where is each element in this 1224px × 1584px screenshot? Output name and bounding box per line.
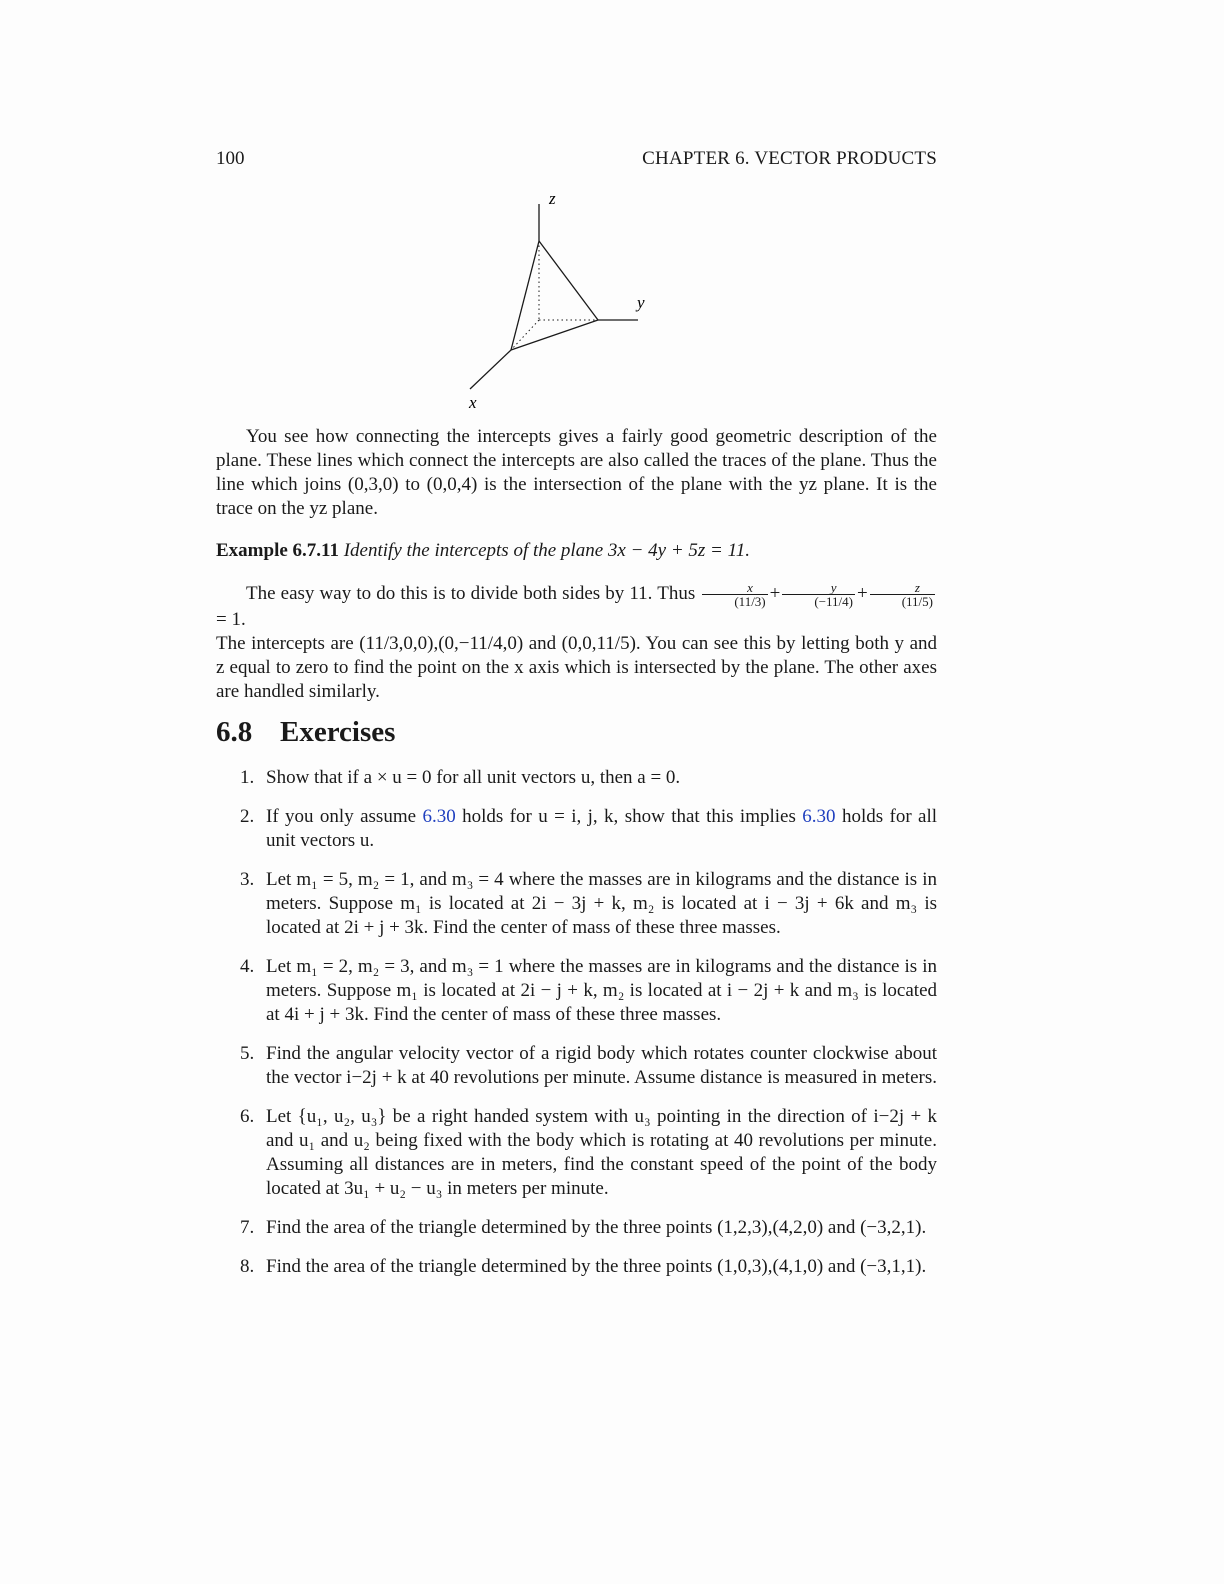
x-axis-label: x — [469, 393, 477, 412]
exercise-text-post: holds for all unit vectors u. — [266, 806, 938, 851]
solution-paragraph — [216, 581, 937, 704]
exercise-item — [240, 868, 937, 940]
fraction-y — [782, 581, 855, 608]
exercise-text: Find the angular velocity vector of a rigid body which rotates counter clockwise about the vector i−2j + k at 40 revolutions per minute. Assume distance is measured in meters. — [266, 1043, 937, 1088]
exercise-text: Let m₁ = 2, m₂ = 3, and m₃ = 1 where the masses are in kilograms and the distance is in meters. Suppose m₁ is located at 2i − j + k, m₂ is located at i − 2j + k and m₃ is located at 4i + j + 3k. Find the center of mass of these three masses. — [266, 956, 937, 1025]
exercise-item — [240, 1105, 937, 1201]
exercise-number: 3. — [240, 869, 255, 890]
equation-end: = 1. — [216, 609, 246, 630]
exercise-number: 2. — [240, 806, 255, 827]
exercise-item — [240, 766, 937, 790]
plane-intercepts-figure — [460, 190, 670, 418]
exercise-text: Let m₁ = 5, m₂ = 1, and m₃ = 4 where the masses are in kilograms and the distance is in meters. Suppose m₁ is located at 2i − 3j + k, m₂ is located at i − 3j + 6k and m₃ is located at 2i + j + 3k. Find the center of mass of these three masses. — [266, 869, 937, 938]
fraction-z — [870, 581, 935, 608]
exercise-item — [240, 1255, 937, 1279]
fraction-x-den: (11/3) — [702, 594, 767, 608]
section-heading — [216, 716, 395, 749]
exercise-number: 5. — [240, 1043, 255, 1064]
exercise-item — [240, 805, 937, 853]
x-axis — [470, 350, 511, 389]
exercise-item — [240, 1042, 937, 1090]
trace-yz — [539, 241, 598, 320]
exercise-text: Find the area of the triangle determined by the three points (1,2,3),(4,2,0) and (−3,2,1). — [266, 1217, 927, 1238]
chapter-title: CHAPTER 6. VECTOR PRODUCTS — [642, 148, 937, 169]
fraction-y-den: (−11/4) — [782, 594, 855, 608]
exercise-list — [240, 766, 937, 1294]
exercise-item — [240, 955, 937, 1027]
exercise-number: 7. — [240, 1217, 255, 1238]
equation-ref-link[interactable]: 6.30 — [422, 806, 456, 827]
section-number: 6.8 — [216, 716, 253, 748]
fraction-x-num: x — [747, 580, 753, 595]
fraction-x — [702, 581, 767, 608]
exercise-number: 1. — [240, 767, 255, 788]
example-label: Example 6.7.11 — [216, 540, 339, 561]
intercepts-paragraph: You see how connecting the intercepts gives a fairly good geometric description of the plane. These lines which connect the intercepts are also called the traces of the plane. Thus the line which joins (0,3,0) to (0,0,4) is the intersection of the plane with the yz plane. It is the trace on the yz plane. — [216, 426, 937, 519]
solution-lead: The easy way to do this is to divide both sides by 11. Thus — [246, 582, 696, 604]
exercise-number: 8. — [240, 1256, 255, 1277]
solution-rest: The intercepts are (11/3,0,0),(0,−11/4,0) and (0,0,11/5). You can see this by letting both y and z equal to zero to find the point on the x axis which is intersected by the plane. The other axes are handled similarly. — [216, 633, 937, 702]
exercise-text-pre: If you only assume — [266, 806, 417, 827]
exercise-number: 4. — [240, 956, 255, 977]
exercise-text: Let {u₁, u₂, u₃} be a right handed system with u₃ pointing in the direction of i−2j + k and u₁ and u₂ being fixed with the body which is rotating at 40 revolutions per minute. Assuming all distances are in meters, find the constant speed of the point of the body located at 3u₁ + u₂ − u₃ in meters per minute. — [266, 1106, 937, 1199]
example-statement: Identify the intercepts of the plane 3x − 4y + 5z = 11. — [343, 540, 750, 561]
exercise-number: 6. — [240, 1106, 255, 1127]
trace-xz — [511, 241, 539, 350]
exercise-text: Find the area of the triangle determined by the three points (1,0,3),(4,1,0) and (−3,1,1). — [266, 1256, 927, 1277]
fraction-z-den: (11/5) — [870, 594, 935, 608]
exercise-text-mid: holds for u = i, j, k, show that this implies — [462, 806, 796, 827]
section-title: Exercises — [280, 716, 396, 748]
page-header — [216, 148, 937, 174]
trace-xy — [511, 320, 598, 350]
z-axis-label: z — [549, 190, 556, 208]
solution-first-line: The easy way to do this is to divide both sides by 11. Thus $\frac{x}{(11/3)}$ + $\frac{y}{(-11/4)}$ + $\frac{z}{(11/5)}$ = 1. — [216, 580, 933, 630]
y-axis-label: y — [637, 293, 645, 312]
fraction-z-num: z — [914, 580, 920, 595]
equation-ref-link[interactable]: 6.30 — [802, 806, 836, 827]
exercise-item — [240, 1216, 937, 1240]
fraction-y-num: y — [830, 580, 837, 595]
example-6-7-11 — [216, 539, 937, 563]
exercise-text: Show that if a × u = 0 for all unit vectors u, then a = 0. — [266, 767, 681, 788]
page-number: 100 — [216, 148, 245, 169]
